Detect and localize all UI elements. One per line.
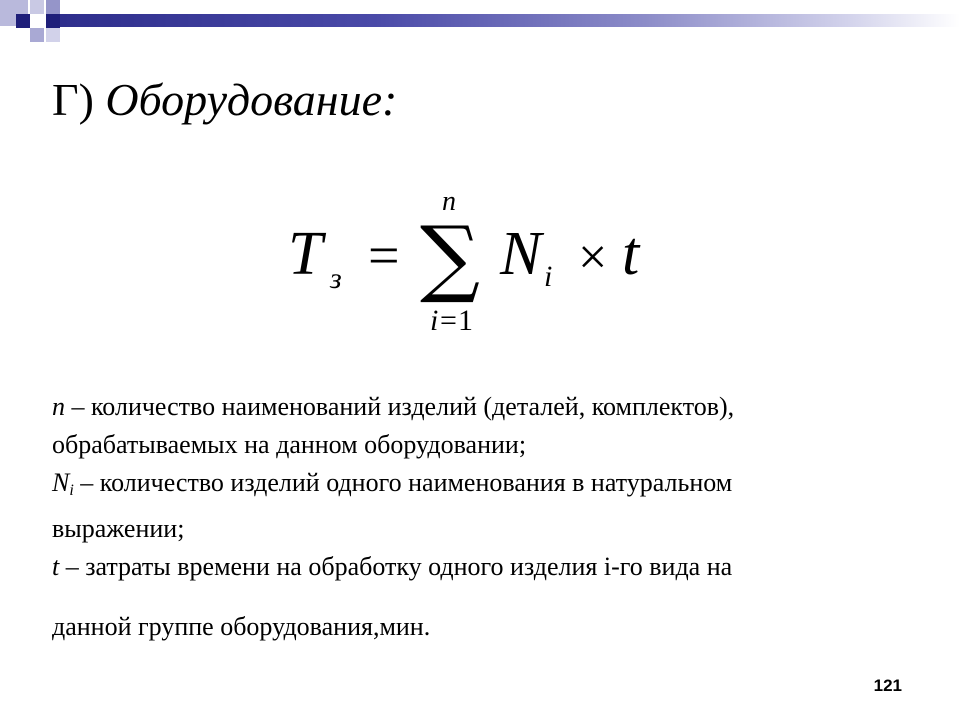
formula-sum-symbol: ∑	[420, 208, 480, 306]
definition-N-line1	[52, 464, 922, 510]
formula-lhs-subscript: з	[330, 262, 342, 295]
header-gradient-bar	[60, 14, 960, 27]
formula-lower-limit-var: i	[430, 304, 439, 337]
title-prefix: Г)	[52, 74, 106, 125]
formula-upper-limit: n	[442, 186, 456, 217]
definition-n-line2: обрабатываемых на данном оборудовании;	[52, 430, 527, 459]
header-square-decoration	[46, 0, 60, 14]
definition-n-var: n	[52, 392, 65, 421]
definition-N-sub: i	[69, 482, 74, 499]
formula-term-subscript: i	[544, 260, 553, 293]
definition-N-var: N	[52, 468, 70, 497]
definition-N-text1: – количество изделий одного наименования в натуральном	[73, 468, 733, 497]
formula-term-symbol: N	[500, 220, 542, 288]
definition-n-text1: – количество наименований изделий (деталей, комплектов),	[65, 392, 735, 421]
title-emphasis: Оборудование:	[105, 74, 398, 125]
formula-lhs-symbol: T	[288, 220, 323, 288]
header-square-decoration	[46, 14, 60, 28]
definition-t-var: t	[52, 552, 60, 581]
definition-N-line2: выражении;	[52, 514, 185, 543]
definition-t-line2: данной группе оборудования,мин.	[52, 612, 431, 641]
definition-t-line1	[52, 548, 922, 586]
page-number: 121	[873, 676, 902, 695]
header-square-decoration	[30, 28, 44, 42]
header-square-decoration	[46, 28, 60, 42]
header-square-decoration	[30, 0, 44, 14]
formula-lower-limit-val: 1	[458, 304, 473, 337]
formula-equals: =	[368, 225, 400, 287]
formula	[270, 180, 670, 340]
formula-times: ×	[578, 229, 608, 286]
formula-factor: t	[622, 220, 640, 288]
formula-lower-limit-eq: =	[440, 304, 457, 337]
definition-t-text1: – затраты времени на обработку одного изделия i-го вида на	[59, 552, 733, 581]
slide-title	[52, 72, 397, 128]
header-square-decoration	[16, 14, 30, 28]
definitions-block	[52, 388, 922, 646]
definition-n-line1	[52, 388, 922, 426]
